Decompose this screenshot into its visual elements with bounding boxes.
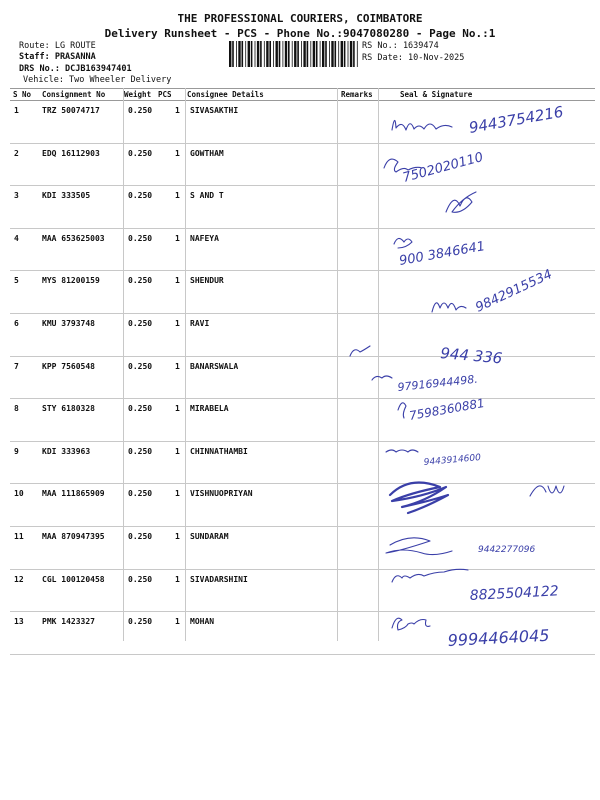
barcode-bar <box>276 41 278 67</box>
handwritten-phone: 9443914600 <box>423 453 482 468</box>
row-consignment: PMK 1423327 <box>42 617 95 627</box>
barcode-bar <box>232 41 234 67</box>
table-row <box>10 186 595 229</box>
barcode-bar <box>322 41 324 67</box>
table-header <box>10 88 595 101</box>
row-consignment: MYS 81200159 <box>42 276 100 286</box>
runsheet-table <box>10 88 595 655</box>
barcode-bar <box>325 41 327 67</box>
barcode-bar <box>285 41 287 67</box>
row-consignee: NAFEYA <box>190 233 219 243</box>
row-consignment: KPP 7560548 <box>42 361 95 371</box>
row-pcs: 1 <box>175 361 180 371</box>
row-consignee: SUNDARAM <box>190 531 229 541</box>
row-consignment: KDI 333505 <box>42 191 91 201</box>
barcode-bar <box>297 41 299 67</box>
barcode <box>229 41 359 67</box>
table-row <box>10 527 595 570</box>
barcode-bar <box>273 41 274 67</box>
barcode-bar <box>316 41 318 67</box>
table-row <box>10 570 595 613</box>
barcode-bar <box>348 41 349 67</box>
barcode-bar <box>238 41 240 67</box>
column-divider <box>123 88 124 641</box>
row-consignee: SHENDUR <box>190 276 224 286</box>
barcode-bar <box>242 41 244 67</box>
column-divider <box>337 88 338 641</box>
row-pcs: 1 <box>175 531 180 541</box>
row-pcs: 1 <box>175 233 180 243</box>
col-remarks: Remarks <box>341 90 373 99</box>
handwritten-phone: 944 336 <box>439 344 504 368</box>
row-consignment: KDI 333963 <box>42 446 91 456</box>
runsheet-subtitle: Delivery Runsheet - PCS - Phone No.:9047080280 - Page No.:1 <box>104 27 496 40</box>
vehicle-label: Vehicle: Two Wheeler Delivery <box>23 75 172 85</box>
handwritten-phone: 7598360881 <box>408 395 486 423</box>
route-label: Route: LG ROUTE <box>19 41 96 51</box>
row-weight: 0.250 <box>128 276 153 286</box>
barcode-bar <box>251 41 253 67</box>
rs-date: RS Date: 10-Nov-2025 <box>362 53 465 63</box>
barcode-bar <box>248 41 250 67</box>
barcode-bar <box>260 41 262 67</box>
table-row <box>10 612 595 655</box>
row-pcs: 1 <box>175 404 180 414</box>
row-sno: 11 <box>14 531 24 541</box>
barcode-bar <box>257 41 259 67</box>
row-consignee: BANARSWALA <box>190 361 239 371</box>
barcode-bar <box>350 41 352 67</box>
staff-label: Staff: PRASANNA <box>19 52 96 62</box>
row-sno: 12 <box>14 574 24 584</box>
row-consignee: VISHNUOPRIYAN <box>190 489 253 499</box>
col-signature: Seal & Signature <box>400 90 473 99</box>
row-pcs: 1 <box>175 446 180 456</box>
company-title: THE PROFESSIONAL COURIERS, COIMBATORE <box>177 12 423 25</box>
barcode-bar <box>229 41 231 67</box>
row-consignment: CGL 100120458 <box>42 574 105 584</box>
handwritten-phone: 900 3846641 <box>398 239 487 269</box>
row-weight: 0.250 <box>128 574 153 584</box>
col-consignee: Consignee Details <box>187 90 264 99</box>
row-pcs: 1 <box>175 617 180 627</box>
row-weight: 0.250 <box>128 531 153 541</box>
row-sno: 7 <box>14 361 19 371</box>
handwritten-phone: 9842915534 <box>473 267 555 316</box>
barcode-bar <box>353 41 355 67</box>
row-sno: 13 <box>14 617 24 627</box>
row-sno: 6 <box>14 318 19 328</box>
col-weight: Weight <box>124 90 152 99</box>
rs-number: RS No.: 1639474 <box>362 41 439 51</box>
row-pcs: 1 <box>175 276 180 286</box>
barcode-bar <box>303 41 305 67</box>
row-consignee: MOHAN <box>190 617 215 627</box>
barcode-bar <box>283 41 284 67</box>
row-pcs: 1 <box>175 191 180 201</box>
barcode-bar <box>294 41 296 67</box>
row-pcs: 1 <box>175 318 180 328</box>
barcode-bar <box>255 41 256 67</box>
table-row <box>10 101 595 144</box>
handwritten-phone: 9442277096 <box>478 545 536 555</box>
row-sno: 10 <box>14 489 24 499</box>
column-divider <box>185 88 186 641</box>
row-consignee: MIRABELA <box>190 404 229 414</box>
table-row <box>10 399 595 442</box>
col-pcs: PCS <box>158 90 172 99</box>
row-consignee: CHINNATHAMBI <box>190 446 248 456</box>
table-body <box>10 101 595 655</box>
barcode-bar <box>331 41 333 67</box>
barcode-bar <box>292 41 293 67</box>
barcode-bar <box>310 41 311 67</box>
row-sno: 5 <box>14 276 19 286</box>
row-consignee: GOWTHAM <box>190 148 224 158</box>
barcode-bar <box>264 41 265 67</box>
barcode-bar <box>313 41 315 67</box>
barcode-bar <box>279 41 281 67</box>
barcode-bar <box>266 41 268 67</box>
column-divider <box>378 88 379 641</box>
row-sno: 4 <box>14 233 19 243</box>
col-consignment: Consignment No <box>42 90 106 99</box>
row-weight: 0.250 <box>128 106 153 115</box>
row-consignment: EDQ 16112903 <box>42 148 100 158</box>
handwritten-phone: 9443754216 <box>467 102 565 137</box>
barcode-bar <box>344 41 346 67</box>
row-sno: 3 <box>14 191 19 201</box>
row-consignee: RAVI <box>190 318 210 328</box>
row-sno: 9 <box>14 446 19 456</box>
handwritten-phone: 8825504122 <box>469 583 560 604</box>
table-row <box>10 314 595 357</box>
barcode-bar <box>320 41 321 67</box>
row-weight: 0.250 <box>128 404 153 414</box>
barcode-bar <box>329 41 330 67</box>
col-sno: S No <box>13 90 32 99</box>
barcode-bar <box>341 41 343 67</box>
table-row <box>10 442 595 485</box>
row-pcs: 1 <box>175 489 180 499</box>
row-weight: 0.250 <box>128 446 153 456</box>
handwritten-phone: 7502020110 <box>401 149 485 186</box>
barcode-bar <box>301 41 302 67</box>
barcode-bar <box>245 41 246 67</box>
row-consignee: SIVASAKTHI <box>190 106 239 115</box>
row-weight: 0.250 <box>128 361 153 371</box>
row-weight: 0.250 <box>128 318 153 328</box>
row-consignee: S AND T <box>190 191 224 201</box>
row-consignment: TRZ 50074717 <box>42 106 100 115</box>
table-row <box>10 271 595 314</box>
row-weight: 0.250 <box>128 148 153 158</box>
barcode-bar <box>335 41 337 67</box>
handwritten-phone: 97916944498. <box>396 372 479 394</box>
table-row <box>10 229 595 272</box>
row-consignment: KMU 3793748 <box>42 318 95 328</box>
barcode-bar <box>269 41 271 67</box>
row-consignment: MAA 870947395 <box>42 531 105 541</box>
table-row <box>10 144 595 187</box>
row-consignee: SIVADARSHINI <box>190 574 248 584</box>
barcode-bar <box>307 41 309 67</box>
row-weight: 0.250 <box>128 489 153 499</box>
row-sno: 8 <box>14 404 19 414</box>
barcode-bar <box>357 41 358 67</box>
barcode-bar <box>338 41 339 67</box>
table-row <box>10 357 595 400</box>
row-pcs: 1 <box>175 148 180 158</box>
row-weight: 0.250 <box>128 191 153 201</box>
row-sno: 2 <box>14 148 19 158</box>
row-pcs: 1 <box>175 106 180 115</box>
barcode-bar <box>236 41 237 67</box>
table-row <box>10 484 595 527</box>
row-consignment: STY 6180328 <box>42 404 95 414</box>
row-pcs: 1 <box>175 574 180 584</box>
barcode-bar <box>288 41 290 67</box>
row-sno: 1 <box>14 106 19 115</box>
row-weight: 0.250 <box>128 233 153 243</box>
handwritten-phone: 9994464045 <box>447 625 550 650</box>
row-consignment: MAA 111865909 <box>42 489 105 499</box>
row-consignment: MAA 653625003 <box>42 233 105 243</box>
drs-number: DRS No.: DCJB163947401 <box>19 64 132 74</box>
row-weight: 0.250 <box>128 617 153 627</box>
